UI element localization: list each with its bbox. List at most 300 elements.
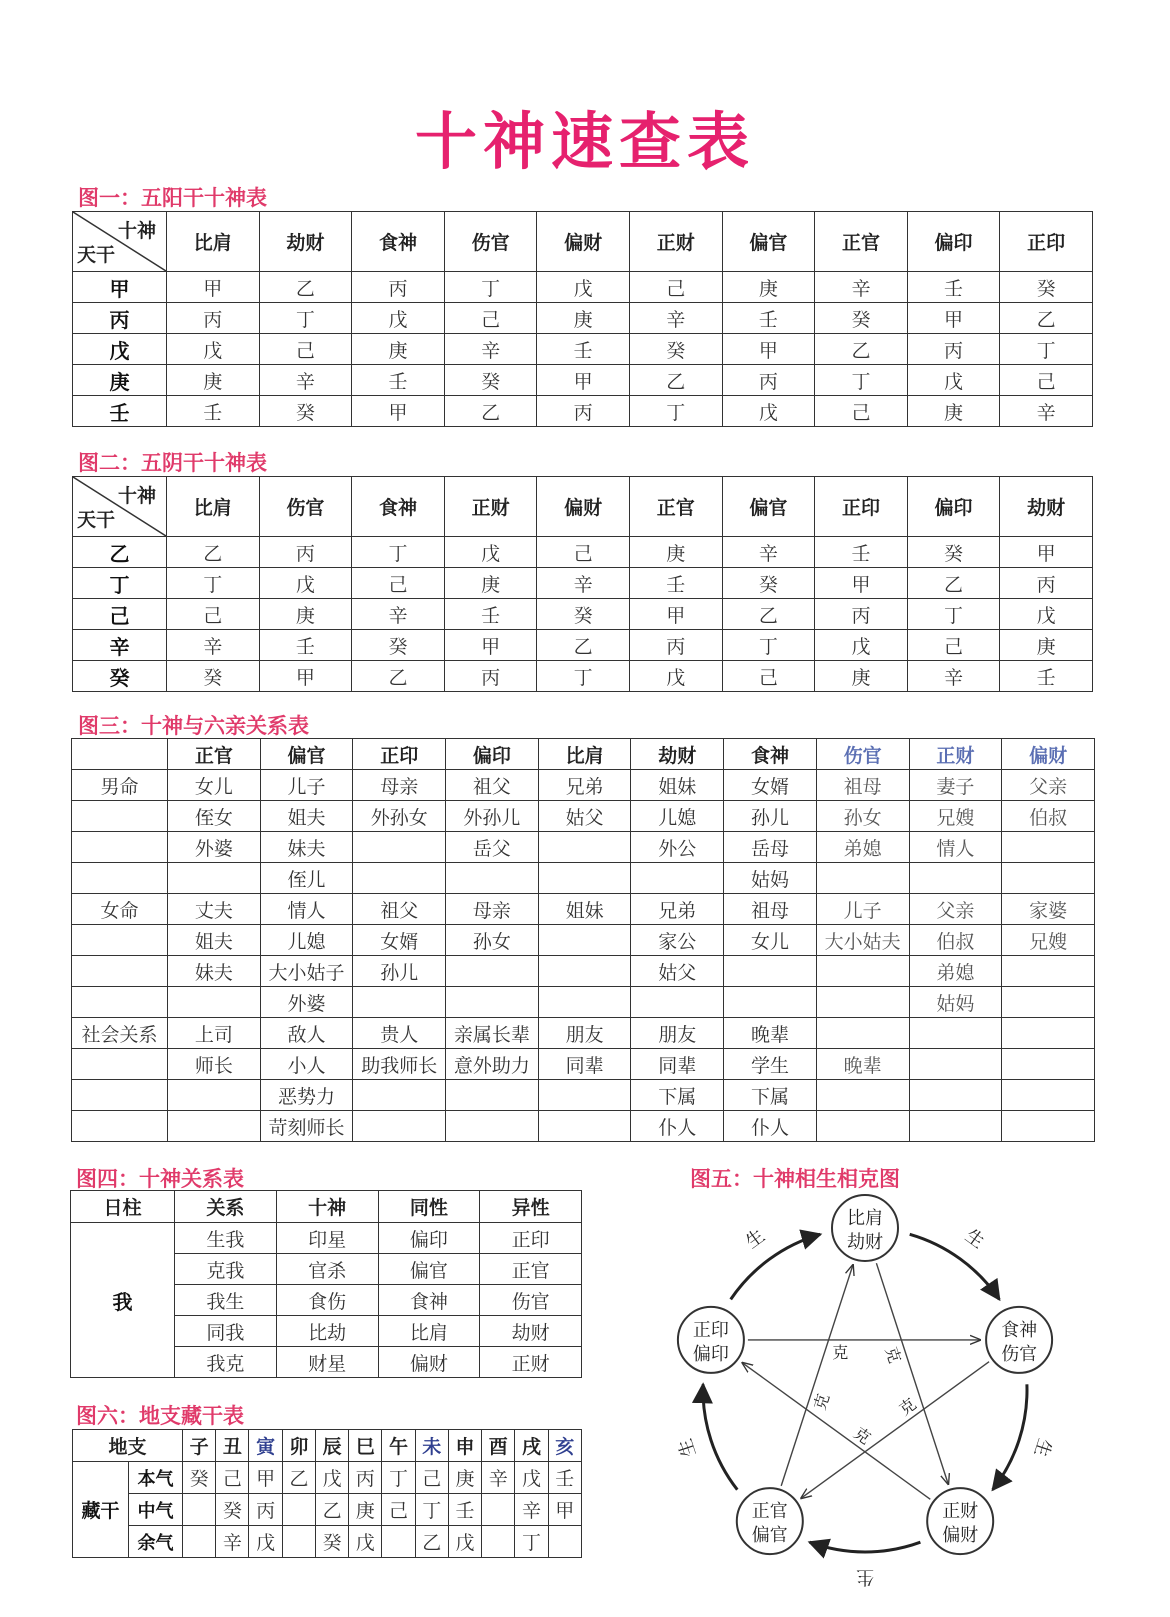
branch-header: 丑 [216,1430,249,1462]
table-cell: 乙 [415,1526,448,1558]
col-header: 偏官 [260,739,353,770]
col-header: 劫财 [1000,477,1093,537]
branch-header: 酉 [482,1430,515,1462]
node-label-bottom: 伤官 [1001,1343,1038,1365]
table-cell: 甲 [249,1462,282,1494]
table-cell [538,925,631,956]
table-cell: 丈夫 [168,894,261,925]
table-cell: 壬 [629,568,722,599]
table-cell [816,1018,909,1049]
table-cell: 丙 [444,661,537,692]
table-cell: 女儿 [724,925,817,956]
table-cell: 伯叔 [909,925,1002,956]
table-cell: 庚 [352,334,445,365]
table-cell: 乙 [444,396,537,427]
table3-heading: 图三：十神与六亲关系表 [78,714,309,738]
sheng-arrow [993,1384,1027,1489]
table-cell: 戊 [537,272,630,303]
ke-arrow [876,1263,948,1484]
col-header: 比肩 [167,477,260,537]
table-row [72,987,1095,1018]
branch-header: 巳 [349,1430,382,1462]
table-cell: 丙 [1000,568,1093,599]
sheng-label: 生 [741,1225,769,1253]
table-cell [816,863,909,894]
branch-hidden-stems-table [72,1429,582,1558]
table6-heading: 图六：地支藏干表 [76,1404,244,1428]
table-cell: 正财 [480,1347,582,1378]
table-cell: 劫财 [480,1316,582,1347]
table-cell: 下属 [724,1080,817,1111]
col-header: 食神 [352,477,445,537]
table-cell [538,987,631,1018]
god-node [737,1488,803,1554]
table-cell: 戊 [352,303,445,334]
table-cell: 食伤 [276,1285,378,1316]
table-cell: 同辈 [538,1049,631,1080]
branch-header: 戌 [515,1430,548,1462]
table-cell: 仆人 [724,1111,817,1142]
table-cell: 庚 [444,568,537,599]
col-header: 正官 [815,212,908,272]
table-cell: 壬 [815,537,908,568]
table-cell: 情人 [909,832,1002,863]
table-cell [1002,956,1095,987]
stem-row-header: 己 [73,599,167,630]
qi-row-header: 余气 [129,1526,183,1558]
sheng-ke-diagram [670,1190,1070,1610]
qi-row-header: 中气 [129,1494,183,1526]
table-cell: 戊 [249,1526,282,1558]
col-header: 正印 [1000,212,1093,272]
col-header: 偏印 [907,212,1000,272]
col-header: 比肩 [167,212,260,272]
stem-row-header: 庚 [73,365,167,396]
table-cell: 乙 [629,365,722,396]
table-cell [446,1111,539,1142]
table-cell: 岳父 [446,832,539,863]
stem-row-header: 辛 [73,630,167,661]
table-cell: 姐妹 [631,770,724,801]
table-row [73,272,1093,303]
sheng-label: 生 [856,1566,874,1587]
table-cell: 辛 [259,365,352,396]
table-cell: 上司 [168,1018,261,1049]
table-cell: 戊 [444,537,537,568]
table-row [73,1494,582,1526]
branch-header: 寅 [249,1430,282,1462]
table-cell: 丙 [537,396,630,427]
table-row [73,303,1093,334]
ke-label: 克 [881,1344,905,1366]
corner-cell [73,212,167,272]
col-header: 关系 [175,1191,277,1223]
qi-row-header: 本气 [129,1462,183,1494]
table-cell: 我克 [175,1347,277,1378]
table-cell: 岳母 [724,832,817,863]
table-cell: 己 [216,1462,249,1494]
branch-header: 子 [183,1430,216,1462]
table-cell [724,956,817,987]
table-cell: 壬 [537,334,630,365]
row-group-label: 女命 [72,894,168,925]
col-header: 伤官 [444,212,537,272]
table-row [73,599,1093,630]
table-cell: 丁 [515,1526,548,1558]
table-cell: 丙 [349,1462,382,1494]
node-label-top: 比肩 [847,1208,883,1229]
god-node [986,1307,1052,1373]
sheng-label: 生 [674,1435,701,1460]
table-cell: 己 [382,1494,415,1526]
table-cell: 姑妈 [909,987,1002,1018]
table-cell [183,1494,216,1526]
table-row [73,396,1093,427]
table-cell: 仆人 [631,1111,724,1142]
table-cell: 朋友 [631,1018,724,1049]
table-row [72,1080,1095,1111]
table-cell [168,1080,261,1111]
ke-arrow [801,1362,989,1498]
table-cell: 晚辈 [816,1049,909,1080]
table-cell: 丙 [352,272,445,303]
table-cell: 癸 [167,661,260,692]
table-cell: 丁 [444,272,537,303]
col-header: 食神 [352,212,445,272]
table-cell: 姑父 [538,801,631,832]
stem-row-header: 壬 [73,396,167,427]
table-cell: 家婆 [1002,894,1095,925]
row-group-label [72,801,168,832]
table-cell [353,987,446,1018]
table-cell: 辛 [629,303,722,334]
table-cell [446,956,539,987]
sheng-arrow [731,1234,821,1299]
table-cell [168,987,261,1018]
table-cell [482,1526,515,1558]
corner-bottom-label: 天干 [77,509,116,531]
table-cell: 壬 [167,396,260,427]
table-cell [909,1080,1002,1111]
table-cell [353,832,446,863]
table-cell: 癸 [315,1526,348,1558]
table2-heading: 图二：五阴干十神表 [78,451,267,475]
sheng-arrow [703,1384,737,1489]
col-header: 正财 [909,739,1002,770]
table-cell: 外婆 [260,987,353,1018]
table-cell: 癸 [907,537,1000,568]
node-label-bottom: 偏财 [942,1525,979,1547]
table-cell: 戊 [259,568,352,599]
row-group-label [72,1111,168,1142]
table-cell: 母亲 [353,770,446,801]
col-header: 十神 [276,1191,378,1223]
page-title: 十神速查表 [414,105,755,178]
table-cell: 比肩 [378,1316,480,1347]
table-cell [816,956,909,987]
table-cell: 孙儿 [724,801,817,832]
table-cell: 辛 [722,537,815,568]
col-header: 地支 [73,1430,183,1462]
table-row [72,1111,1095,1142]
stem-row-header: 戊 [73,334,167,365]
table-cell: 己 [444,303,537,334]
branch-header: 辰 [315,1430,348,1462]
ke-arrow [781,1265,853,1486]
table-cell: 丙 [167,303,260,334]
table-cell: 己 [167,599,260,630]
table-cell [631,987,724,1018]
branch-header: 申 [448,1430,481,1462]
col-header: 劫财 [259,212,352,272]
table-cell: 丁 [629,396,722,427]
table-cell: 庚 [1000,630,1093,661]
table-cell: 丙 [907,334,1000,365]
table-cell: 癸 [722,568,815,599]
branch-header: 卯 [282,1430,315,1462]
table-cell: 壬 [1000,661,1093,692]
stem-row-header: 丁 [73,568,167,599]
col-header: 正财 [444,477,537,537]
table-cell: 乙 [315,1494,348,1526]
table-cell: 侄儿 [260,863,353,894]
table-cell: 财星 [276,1347,378,1378]
table-cell: 伯叔 [1002,801,1095,832]
table-cell: 戊 [907,365,1000,396]
table-cell: 甲 [815,568,908,599]
table-cell: 妻子 [909,770,1002,801]
table-cell: 甲 [259,661,352,692]
table-cell: 壬 [907,272,1000,303]
table-cell [282,1494,315,1526]
table-cell: 女婿 [353,925,446,956]
col-header: 比肩 [538,739,631,770]
table-row [73,365,1093,396]
table-cell: 父亲 [909,894,1002,925]
col-header: 偏印 [907,477,1000,537]
table-cell: 戊 [1000,599,1093,630]
table-row [73,630,1093,661]
table-cell [909,863,1002,894]
table-cell: 乙 [815,334,908,365]
table-cell: 父亲 [1002,770,1095,801]
branch-header: 午 [382,1430,415,1462]
table-cell: 家公 [631,925,724,956]
col-header: 伤官 [816,739,909,770]
table4-heading: 图四：十神关系表 [76,1167,244,1191]
table-cell: 妹夫 [260,832,353,863]
table-cell [1002,1049,1095,1080]
col-header: 偏财 [537,212,630,272]
stem-row-header: 乙 [73,537,167,568]
table-cell: 辛 [1000,396,1093,427]
row-group-label [72,987,168,1018]
node-label-bottom: 偏印 [692,1343,729,1365]
table-row [72,1018,1095,1049]
table-row [72,1049,1095,1080]
table-cell: 大小姑夫 [816,925,909,956]
table-cell: 戊 [722,396,815,427]
table-cell: 壬 [548,1462,581,1494]
table-row [73,661,1093,692]
col-header: 偏官 [722,212,815,272]
table-cell [183,1526,216,1558]
table-cell: 偏官 [378,1254,480,1285]
table-cell: 苛刻师长 [260,1111,353,1142]
table-cell [1002,1111,1095,1142]
table-cell: 师长 [168,1049,261,1080]
table-cell: 辛 [515,1494,548,1526]
table-cell: 正印 [480,1223,582,1254]
corner-cell [73,477,167,537]
table-cell [909,1049,1002,1080]
table-row [72,801,1095,832]
table-cell: 下属 [631,1080,724,1111]
table-cell: 侄女 [168,801,261,832]
table-cell: 丁 [382,1462,415,1494]
table-cell: 己 [1000,365,1093,396]
table-cell: 伤官 [480,1285,582,1316]
col-header: 偏财 [537,477,630,537]
table-cell: 印星 [276,1223,378,1254]
god-node [832,1195,898,1261]
table-cell: 己 [537,537,630,568]
table-cell: 己 [352,568,445,599]
col-header: 偏财 [1002,739,1095,770]
god-node [927,1488,993,1554]
table-cell: 意外助力 [446,1049,539,1080]
table-cell: 兄弟 [538,770,631,801]
table-cell: 癸 [815,303,908,334]
table-cell: 贵人 [353,1018,446,1049]
sheng-label: 生 [1029,1435,1056,1460]
table-cell: 孙儿 [353,956,446,987]
table-cell: 辛 [482,1462,515,1494]
table-cell: 辛 [167,630,260,661]
table-cell: 儿媳 [260,925,353,956]
table-cell: 乙 [907,568,1000,599]
table-cell: 庚 [349,1494,382,1526]
table-cell [1002,987,1095,1018]
table-cell: 癸 [352,630,445,661]
stem-row-header: 甲 [73,272,167,303]
table-row [72,925,1095,956]
corner-top-label: 十神 [117,220,156,242]
node-label-bottom: 偏官 [751,1525,788,1547]
table-cell: 癸 [629,334,722,365]
table-cell [353,1111,446,1142]
god-node [678,1307,744,1373]
table-cell: 朋友 [538,1018,631,1049]
table-cell [816,987,909,1018]
branch-header: 未 [415,1430,448,1462]
table-cell: 弟媳 [816,832,909,863]
table-cell: 癸 [259,396,352,427]
table-cell: 庚 [907,396,1000,427]
table-cell: 甲 [444,630,537,661]
yang-stems-table [72,211,1093,427]
table-cell: 乙 [282,1462,315,1494]
table-cell: 戊 [815,630,908,661]
table-cell: 外孙儿 [446,801,539,832]
table-cell: 丁 [907,599,1000,630]
table-cell: 丁 [537,661,630,692]
table-cell: 乙 [167,537,260,568]
table-cell: 兄弟 [631,894,724,925]
table-cell [1002,863,1095,894]
table-cell: 癸 [444,365,537,396]
col-header: 异性 [480,1191,582,1223]
table-cell: 庚 [815,661,908,692]
table-row [72,770,1095,801]
table-cell: 壬 [259,630,352,661]
table-cell: 己 [415,1462,448,1494]
table-cell: 壬 [722,303,815,334]
table-cell: 丙 [249,1494,282,1526]
row-group-label [72,832,168,863]
table-cell: 乙 [259,272,352,303]
row-group-label [72,925,168,956]
table-cell: 壬 [444,599,537,630]
table-cell: 甲 [167,272,260,303]
table-cell [1002,1080,1095,1111]
table-cell: 丁 [352,537,445,568]
table-cell: 甲 [629,599,722,630]
table-cell: 同辈 [631,1049,724,1080]
stem-row-header: 丙 [73,303,167,334]
table-cell: 戊 [167,334,260,365]
table-row [73,334,1093,365]
table-cell: 丙 [629,630,722,661]
col-header: 正官 [629,477,722,537]
branch-header: 亥 [548,1430,581,1462]
table-cell: 偏财 [378,1347,480,1378]
table-cell: 祖母 [816,770,909,801]
col-header: 同性 [378,1191,480,1223]
table-cell: 母亲 [446,894,539,925]
table-cell [446,987,539,1018]
ten-gods-relation-table [70,1190,582,1378]
table-cell: 姑父 [631,956,724,987]
sheng-arrow [810,1542,921,1552]
table-row [72,863,1095,894]
table-cell: 丁 [259,303,352,334]
table-cell: 己 [815,396,908,427]
table-cell: 妹夫 [168,956,261,987]
table-cell: 克我 [175,1254,277,1285]
col-header: 伤官 [259,477,352,537]
table-row [71,1223,582,1254]
table-cell: 丁 [722,630,815,661]
table-cell: 儿子 [260,770,353,801]
col-header: 劫财 [631,739,724,770]
table-cell: 甲 [1000,537,1093,568]
table-cell: 己 [907,630,1000,661]
table-cell: 癸 [183,1462,216,1494]
table-cell: 丙 [722,365,815,396]
row-group-label [72,1049,168,1080]
table-cell [446,863,539,894]
table-cell: 同我 [175,1316,277,1347]
table-cell [353,863,446,894]
table-cell: 外公 [631,832,724,863]
table-cell [816,1080,909,1111]
table-cell: 戊 [349,1526,382,1558]
table-cell: 甲 [352,396,445,427]
table-cell: 甲 [722,334,815,365]
table-cell: 恶势力 [260,1080,353,1111]
table-row [73,1462,582,1494]
